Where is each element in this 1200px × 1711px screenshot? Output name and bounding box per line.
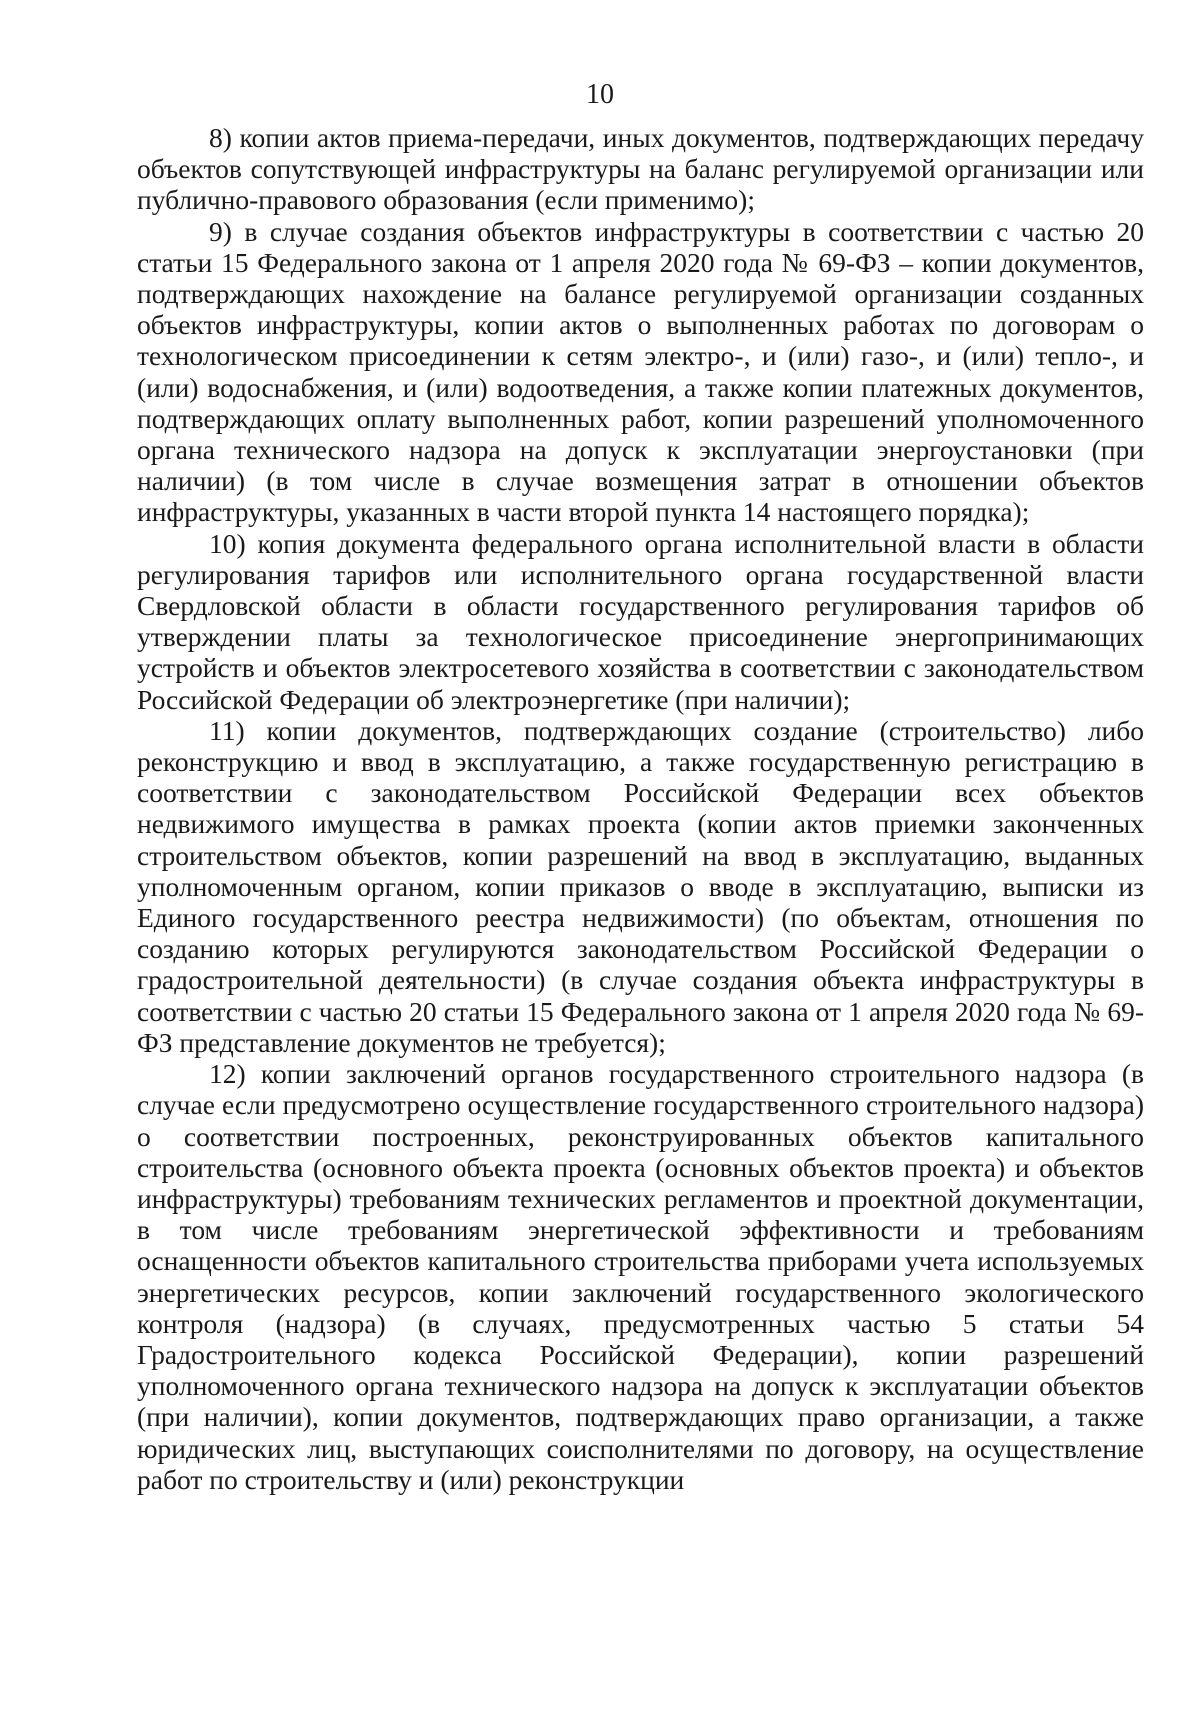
document-body	[137, 122, 1144, 1495]
page-number: 10	[586, 79, 614, 110]
paragraph-item-8: 8) копии актов приема-передачи, иных документов, подтверждающих передачу объектов сопутствующей инфраструктуры на баланс регулируемой организации или публично-правового образования (если применимо);	[137, 122, 1144, 216]
paragraph-item-11: 11) копии документов, подтверждающих создание (строительство) либо реконструкцию и ввод в эксплуатацию, а также государственную регистрацию в соответствии с законодательством Российской Федерации всех объектов недвижимого имущества в рамках проекта (копии актов приемки законченных строительством объектов, копии разрешений на ввод в эксплуатацию, выданных уполномоченным органом, копии приказов о вводе в эксплуатацию, выписки из Единого государственного реестра недвижимости) (по объектам, отношения по созданию которых регулируются законодательством Российской Федерации о градостроительной деятельности) (в случае создания объекта инфраструктуры в соответствии с частью 20 статьи 15 Федерального закона от 1 апреля 2020 года № 69-ФЗ представление документов не требуется);	[137, 714, 1144, 1058]
paragraph-item-10: 10) копия документа федерального органа исполнительной власти в области регулирования тарифов или исполнительного органа государственной власти Свердловской области в области государственного регулирования тарифов об утверждении платы за технологическое присоединение энергопринимающих устройств и объектов электросетевого хозяйства в соответствии с законодательством Российской Федерации об электроэнергетике (при наличии);	[137, 527, 1144, 715]
paragraph-item-12: 12) копии заключений органов государственного строительного надзора (в случае если предусмотрено осуществление государственного строительного надзора) о соответствии построенных, реконструированных объектов капитального строительства (основного объекта проекта (основных объектов проекта) и объектов инфраструктуры) требованиям технических регламентов и проектной документации, в том числе требованиям энергетической эффективности и требованиям оснащенности объектов капитального строительства приборами учета используемых энергетических ресурсов, копии заключений государственного экологического контроля (надзора) (в случаях, предусмотренных частью 5 статьи 54 Градостроительного кодекса Российской Федерации), копии разрешений уполномоченного органа технического надзора на допуск к эксплуатации объектов (при наличии), копии документов, подтверждающих право организации, а также юридических лиц, выступающих соисполнителями по договору, на осуществление работ по строительству и (или) реконструкции	[137, 1058, 1144, 1495]
paragraph-item-9: 9) в случае создания объектов инфраструктуры в соответствии с частью 20 статьи 15 Федерального закона от 1 апреля 2020 года № 69-ФЗ – копии документов, подтверждающих нахождение на балансе регулируемой организации созданных объектов инфраструктуры, копии актов о выполненных работах по договорам о технологическом присоединении к сетям электро-, и (или) газо-, и (или) тепло-, и (или) водоснабжения, и (или) водоотведения, а также копии платежных документов, подтверждающих оплату выполненных работ, копии разрешений уполномоченного органа технического надзора на допуск к эксплуатации энергоустановки (при наличии) (в том числе в случае возмещения затрат в отношении объектов инфраструктуры, указанных в части второй пункта 14 настоящего порядка);	[137, 215, 1144, 528]
